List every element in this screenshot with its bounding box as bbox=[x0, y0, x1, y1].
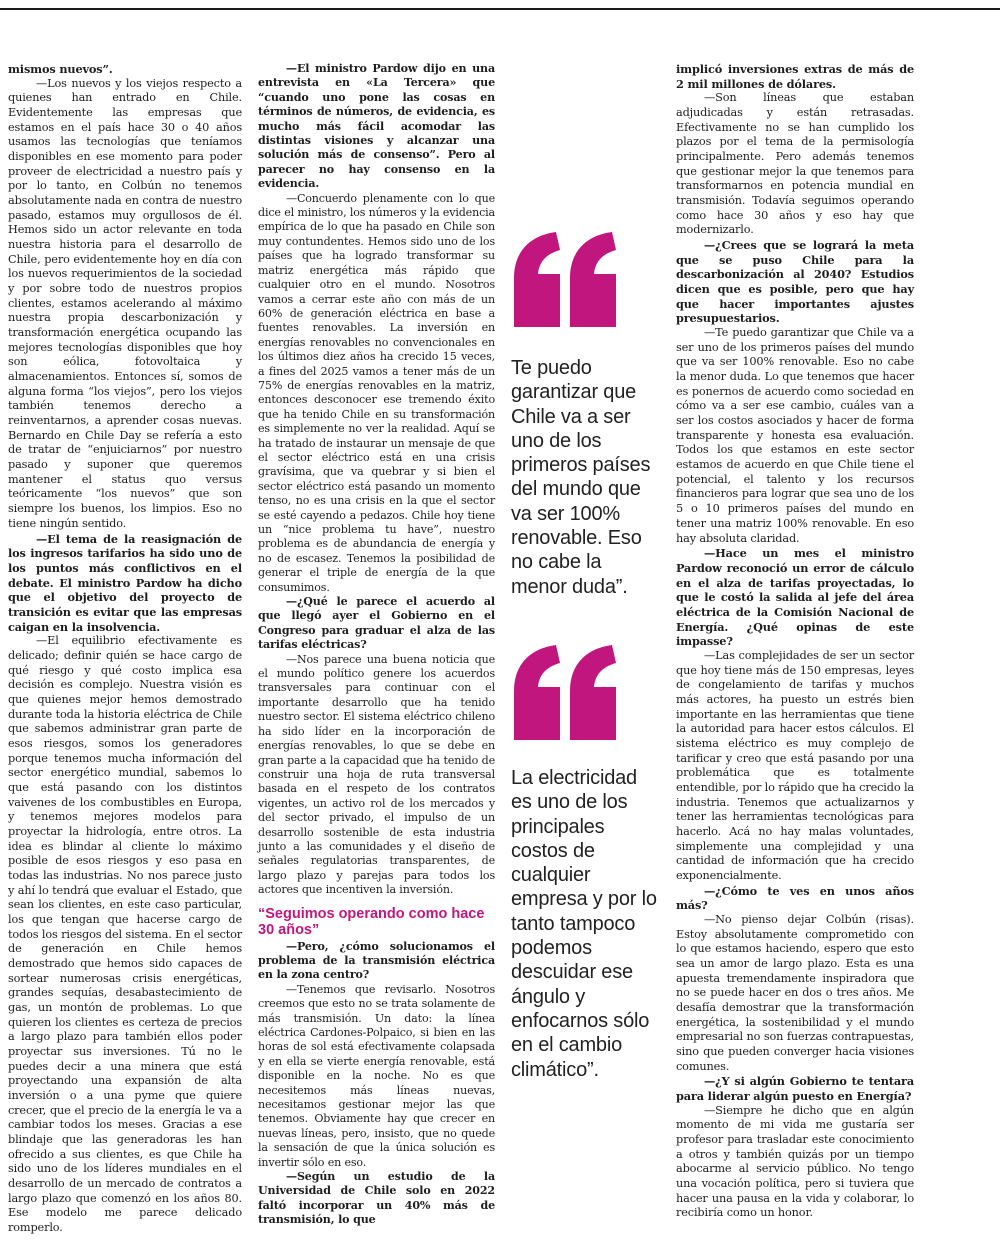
interview-question: —El ministro Pardow dijo en una entrevista en «La Tercera» que “cuando uno pone las cosas en términos de números, de evidencia, es mucho más fácil acomodar las distintas visiones y alcanzar una solución más de consenso”. Pero al parecer no hay consenso en la evidencia. bbox=[258, 62, 495, 191]
article-column-3 bbox=[676, 62, 914, 1221]
interview-question: —Hace un mes el ministro Pardow reconoció un error de cálculo en el alza de tarifas proyectadas, lo que le costó la salida al jefe del área eléctrica de la Comisión Nacional de Energía. ¿Qué opinas de este impasse? bbox=[676, 546, 914, 649]
quote-mark-icon bbox=[510, 645, 620, 740]
answer-paragraph: —Son líneas que estaban adjudicadas y están retrasadas. Efectivamente no se han cumplido los plazos por el tema de la permisología principalmente. Pero además tenemos que gestionar mejor la que tenemos para transformarnos en potencia mundial en transmisión. Todavía seguimos operando como hace 30 años y eso hay que modernizarlo. bbox=[676, 91, 914, 237]
article-column-2 bbox=[258, 62, 495, 1228]
pull-quote-1: Te puedo garantizar que Chile va a ser uno de los primeros países del mundo que va ser 100% renovable. Eso no cabe la menor duda”. bbox=[511, 357, 651, 598]
answer-paragraph: —Nos parece una buena noticia que el mundo político genere los acuerdos transversales para continuar con el importante desarrollo que ha tenido nuestro sector. El sistema eléctrico chileno ha sido líder en la incorporación de energías renovables, lo que se debe en gran parte a la capacidad que ha tenido de construir una hoja de ruta transversal basada en el respeto de los contratos vigentes, un activo rol de los mercados y del sector privado, el impulso de un desarrollo sostenible de esta industria junto a las comunidades y el diseño de señales regulatorias transparentes, de largo plazo y parejas para todos los actores que incentiven la inversión. bbox=[258, 652, 495, 897]
answer-paragraph: —Te puedo garantizar que Chile va a ser uno de los primeros países del mundo que va ser 100% renovable. Eso no cabe la menor duda. Lo que tenemos que hacer es ponernos de acuerdo como sociedad en cómo va a ser ese cambio, cuáles van a ser los costos asociados y hacer de forma transparente y honesta esa evaluación. Todos los que estamos en este sector estamos de acuerdo en que Chile tiene el potencial, el talento y los recursos financieros para lograr que sea uno de los 5 o 10 primeros países del mundo en tener una matriz 100% renovable. En eso hay absoluta claridad. bbox=[676, 326, 914, 545]
answer-paragraph: —Siempre he dicho que en algún momento de mi vida me gustaría ser profesor para trasladar este conocimiento a otros y también quizás por un tiempo abocarme al servicio público. No tengo una vocación política, pero si tuviera que hacer una pausa en la vida y colaborar, lo recibiría como un honor. bbox=[676, 1103, 914, 1220]
interview-question: —Pero, ¿cómo solucionamos el problema de la transmisión eléctrica en la zona centro? bbox=[258, 939, 495, 982]
answer-paragraph: —Los nuevos y los viejos respecto a quienes han entrado en Chile. Evidentemente las empresas que estamos en el país hace 30 o 40 años usamos las tecnologías que teníamos disponibles en ese momento para poder proveer de electricidad a nuestro país y por lo tanto, en Colbún no tenemos absolutamente nada en contra de nuestro pasado, estamos muy orgullosos de él. Hemos sido un actor relevante en toda nuestra historia para el desarrollo de Chile, pero evidentemente hoy en día con los nuevos requerimientos de la sociedad y por sobre todo de nuestros propios clientes, estamos acelerando al máximo nuestra propia descarbonización y transformación energética ocupando las mejores tecnologías disponibles que hoy son eólica, fotovoltaica y almacenamientos. Entonces sí, somos de alguna forma “los viejos”, pero los viejos también tenemos derecho a reinventarnos, a aprender cosas nuevas. Bernardo en Chile Day se refería a esto de tratar de “enjuiciarnos” por nuestro pasado y suponer que queremos mantener el status quo versus teóricamente “los nuevos” que son siempre los buenos, los limpios. Eso no tiene ningún sentido. bbox=[8, 76, 242, 530]
top-rule bbox=[0, 8, 1000, 10]
continued-text: mismos nuevos”. bbox=[8, 62, 113, 76]
answer-paragraph: —El equilibrio efectivamente es delicado; definir quién se hace cargo de qué riesgo y qué costo implica esa decisión es complejo. Nuestra visión es que quienes mejor hemos demostrado durante toda la historia eléctrica de Chile que sabemos administrar gran parte de esos riesgos, somos los generadores porque tenemos mucha información del sector energético mundial, sabemos lo que está pasando con los distintos vaivenes de los combustibles en Europa, y tenemos mejores modelos para proyectar la hidrología, entre otros. La idea es blindar al cliente lo máximo posible de esos riesgos y eso pasa en todas las industrias. No nos parece justo y ahí lo tendrá que evaluar el Estado, que sean los clientes, en este caso particular, los que tengan que hacerse cargo de todos los riesgos del sistema. En el sector de generación en Chile hemos demostrado que hemos sido capaces de sortear numerosas crisis energéticas, grandes sequías, desabastecimiento de gas, un montón de problemas. Lo que quieren los clientes es certeza de precios a largo plazo para también ellos poder proyectar sus inversiones. Tú no le puedes decir a una minera que está proyectando una expansión de alta inversión o a una pyme que quiere crecer, que el precio de la energía le va a cambiar todos los meses. Gracias a ese blindaje que las generadoras les han ofrecido a sus clientes, es que Chile ha sido uno de los líderes mundiales en el desarrollo de un mercado de contratos a largo plazo que comenzó en los años 80. Ese modelo me parece delicado romperlo. bbox=[8, 634, 242, 1235]
interview-question: —¿Cómo te ves en unos años más? bbox=[676, 883, 914, 913]
interview-question: —El tema de la reasignación de los ingresos tarifarios ha sido uno de los puntos más conflictivos en el debate. El ministro Pardow ha dicho que el objetivo del proyecto de transición es evitar que las empresas caigan en la insolvencia. bbox=[8, 531, 242, 634]
interview-question: —¿Crees que se logrará la meta que se puso Chile para la descarbonización al 2040? Estudios dicen que es posible, pero que hay que hacer importantes ajustes presupuestarios. bbox=[676, 238, 914, 326]
continued-text: implicó inversiones extras de más de 2 mil millones de dólares. bbox=[676, 62, 914, 91]
answer-paragraph: —Tenemos que revisarlo. Nosotros creemos que esto no se trata solamente de más transmisión. Un dato: la línea eléctrica Cardones-Polpaico, si bien en las horas de sol está efectivamente colapsada y en ella se vierte energía renovable, está disponible en la noche. No es que necesitemos más líneas nuevas, necesitamos gestionar mejor las que tenemos. Obviamente hay que crecer en nuevas líneas, pero, insisto, que no quede la sensación de que la única solución es invertir sólo en eso. bbox=[258, 982, 495, 1169]
answer-paragraph: —Las complejidades de ser un sector que hoy tiene más de 150 empresas, leyes de congelamiento de tarifas y muchos más actores, ha puesto un estrés bien importante en las herramientas que tiene la autoridad para hacer estos cálculos. El sistema eléctrico es muy complejo de tarificar y creo que está pasando por una problemática que es totalmente entendible, por lo rápido que ha crecido la industria. Tenemos que actualizarnos y tener las herramientas tecnológicas para hacerlo. Acá no hay malas voluntades, simplemente una complejidad y una cantidad de información que ha crecido exponencialmente. bbox=[676, 648, 914, 882]
quote-mark-icon bbox=[510, 232, 620, 327]
interview-question: —¿Y si algún Gobierno te tentara para liderar algún puesto en Energía? bbox=[676, 1074, 914, 1104]
pull-quote-2: La electricidad es uno de los principales costos de cualquier empresa y por lo tanto tampoco podemos descuidar ese ángulo y enfocarnos sólo en el cambio climático”. bbox=[511, 767, 657, 1081]
interview-question: —Según un estudio de la Universidad de Chile solo en 2022 faltó incorporar un 40% más de transmisión, lo que bbox=[258, 1170, 495, 1227]
answer-paragraph: —No pienso dejar Colbún (risas). Estoy absolutamente comprometido con lo que estamos haciendo, espero que esto sea un amor de largo plazo. Esta es una apuesta tremendamente inspiradora que no se puede hacer en dos o tres años. Me desafía demostrar que la transformación energética, la sostenibilidad y el mundo empresarial no son fuerzas contrapuestas, sino que pueden converger hacia visiones comunes. bbox=[676, 912, 914, 1073]
answer-paragraph: —Concuerdo plenamente con lo que dice el ministro, los números y la evidencia empírica de lo que ha pasado en Chile son muy contundentes. Hemos sido uno de los países que ha logrado transformar su matriz energética más rápido que cualquier otro en el mundo. Nosotros vamos a cerrar este año con más de un 60% de generación eléctrica en base a fuentes renovables. La inversión en energías renovables no convencionales en los últimos diez años ha crecido 15 veces, a fines del 2025 vamos a tener más de un 75% de energías renovables en la matriz, entonces desconocer ese tremendo éxito que ha tenido Chile en su transformación es simplemente no ver la realidad. Aquí se ha tratado de instaurar un mensaje de que el sector eléctrico está en una crisis gravísima, que va quebrar y si bien el sector eléctrico está pasando un momento tenso, no es una crisis en la que el sector se esté cayendo a pedazos. Chile hoy tiene un “nice problema tu have”, nuestro problema es de abundancia de energía y no de escasez. Tenemos la posibilidad de generar el triple de energía de la que consumimos. bbox=[258, 191, 496, 594]
article-column-1 bbox=[8, 62, 242, 1236]
section-subheading: “Seguimos operando como hace 30 años” bbox=[258, 905, 485, 938]
interview-question: —¿Qué le parece el acuerdo al que llegó ayer el Gobierno en el Congreso para graduar el alza de las tarifas eléctricas? bbox=[258, 595, 495, 652]
